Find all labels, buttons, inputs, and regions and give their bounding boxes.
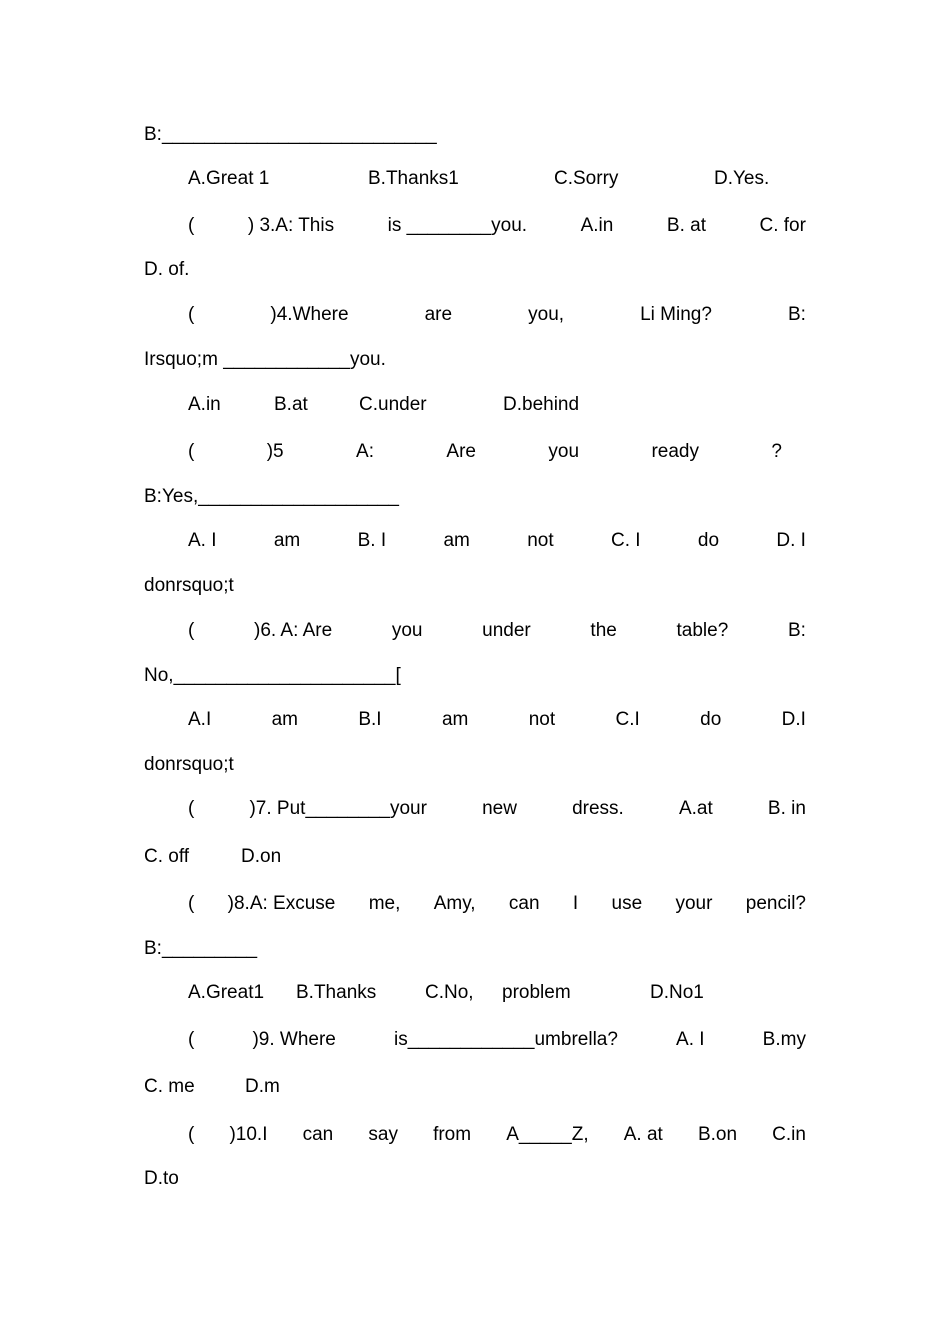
option-d: D.No1 [650,982,704,1003]
q-token: ) 3.A: This [247,215,335,236]
q-token: ( [188,304,195,325]
option-token: do [700,709,722,730]
q-token: C.in [772,1124,806,1145]
option-token: am [443,530,470,551]
q-token: )9. Where [252,1029,336,1050]
option-token: am [273,530,301,551]
option-token: D. I [776,530,806,551]
q-token: ( [188,620,195,641]
q-token: )5 [266,441,284,462]
q-token: you, [528,304,565,325]
q-token: C. for [759,215,806,236]
q-token: dress. [572,798,624,819]
option-c: C.Sorry [554,168,619,189]
q-token: )6. A: Are [254,620,333,641]
question-7-continued [144,845,806,869]
option-token: A.I [188,709,212,730]
option-c: C. me [144,1076,195,1097]
q-token: Amy, [433,893,476,914]
option-a: A.in [188,394,221,415]
option-token: not [528,709,556,730]
q-token: B: [788,304,806,325]
question-7 [188,797,806,821]
option-token: C. I [610,530,641,551]
q-token: B.my [762,1029,806,1050]
question-9 [188,1028,806,1052]
q-token: your [675,893,713,914]
q-token: can [302,1124,334,1145]
option-a: A.Great1 [188,982,265,1003]
options-row-q5 [188,529,806,553]
q-token: ( [188,798,195,819]
q-token: B. in [767,798,806,819]
q-token: A: [356,441,374,462]
option-token: do [697,530,720,551]
q-token: I [572,893,579,914]
option-token: C.I [615,709,640,730]
options-q6-continued [144,753,806,777]
option-token: A. I [188,530,217,551]
option-d: D.Yes. [714,168,770,189]
line-text: donrsquo;t [144,754,234,775]
q-token: B: [787,620,806,641]
q-token: )10.I [229,1124,268,1145]
options-row-q6 [188,708,806,732]
option-c: C. off [144,846,190,867]
q-token: A.at [678,798,713,819]
q-token: pencil? [745,893,806,914]
question-5 [188,440,782,464]
question-10-continued [144,1167,806,1191]
q-token: use [611,893,643,914]
option-b: B.at [274,394,308,415]
q-token: B. at [666,215,706,236]
option-a: A.Great 1 [188,168,270,189]
q-token: A. I [676,1029,705,1050]
q-token: can [508,893,540,914]
option-b: B.Thanks1 [368,168,459,189]
q-token: new [482,798,517,819]
options-row-q8 [188,981,806,1005]
question-8 [188,892,806,916]
question-10 [188,1123,806,1147]
q-token: Li Ming? [640,304,712,325]
option-d: D.on [241,846,282,867]
question-5-continued [144,485,806,509]
line-text: Irsquo;m ____________you. [144,349,386,370]
question-9-continued [144,1075,806,1099]
option-d: D.m [245,1076,280,1097]
q-token: ( [188,1124,195,1145]
option-d: D.behind [503,394,580,415]
q-token: )8.A: Excuse [227,893,336,914]
line-text: B:__________________________ [144,124,437,145]
question-4 [188,303,806,327]
question-3 [188,214,806,238]
q-token: are [424,304,453,325]
option-c: C.No, [425,982,474,1003]
line-text: B:_________ [144,938,258,959]
option-token: B. I [357,530,387,551]
question-8-continued [144,937,806,961]
q-token: table? [676,620,729,641]
q-token: me, [368,893,401,914]
q-token: ( [188,893,195,914]
option-token: B.I [358,709,382,730]
q-token: )7. Put________your [249,798,427,819]
line-text: No,_____________________[ [144,665,401,686]
q-token: Are [446,441,476,462]
q-token: say [368,1124,398,1145]
option-token: not [527,530,554,551]
question-6-continued [144,664,806,688]
question-6 [188,619,806,643]
option-b: B.Thanks [296,982,377,1003]
q-token: A. at [623,1124,663,1145]
q-token: the [590,620,617,641]
q-token: ( [188,215,195,236]
q-token: you [391,620,423,641]
q-token: is ________you. [387,215,528,236]
q-token: B.on [697,1124,738,1145]
line-text: B:Yes,___________________ [144,486,399,507]
q-token: ( [188,441,195,462]
line-text: D. of. [144,259,190,280]
line-text: donrsquo;t [144,575,234,596]
q-token: under [482,620,531,641]
q-token: )4.Where [270,304,349,325]
options-row-q4 [188,393,806,417]
q-token: you [548,441,580,462]
options-q5-continued [144,574,806,598]
option-c: C.under [359,394,427,415]
option-c-cont: problem [502,982,571,1003]
q-token: A.in [580,215,614,236]
answer-line-b [144,123,806,147]
options-row-q2 [188,167,806,191]
option-token: am [271,709,298,730]
q-token: from [433,1124,472,1145]
q-token: is____________umbrella? [393,1029,618,1050]
q-token: ready [651,441,699,462]
question-4-continued [144,348,806,372]
question-3-continued [144,258,806,282]
q-token: A_____Z, [506,1124,589,1145]
option-token: D.I [781,709,806,730]
q-token: ? [771,441,782,462]
option-token: am [441,709,469,730]
line-text: D.to [144,1168,179,1189]
q-token: ( [188,1029,195,1050]
